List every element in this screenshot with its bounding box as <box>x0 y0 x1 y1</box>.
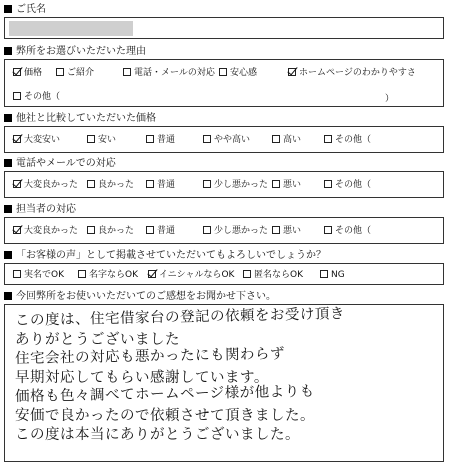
bullet-square-icon <box>4 205 12 213</box>
bullet-square-icon <box>4 114 12 122</box>
checkbox-checked-icon[interactable] <box>148 270 156 278</box>
checkbox-icon[interactable] <box>324 135 332 143</box>
publish-option-ng[interactable]: NG <box>320 269 345 281</box>
price-option-high[interactable]: 高い <box>272 134 301 146</box>
bullet-square-icon <box>4 159 12 167</box>
bullet-square-icon <box>4 5 12 13</box>
bullet-square-icon <box>4 251 12 259</box>
publish-option-anonymous[interactable]: 匿名ならOK <box>243 269 303 281</box>
checkbox-icon[interactable] <box>146 180 154 188</box>
checkbox-checked-icon[interactable] <box>13 135 21 143</box>
phone-options-box <box>4 171 444 198</box>
checkbox-icon[interactable] <box>87 226 95 234</box>
price-option-cheap[interactable]: 安い <box>87 134 116 146</box>
checkbox-icon[interactable] <box>78 270 86 278</box>
comment-line: 住宅会社の対応も悪かったにも関わらず <box>14 346 286 367</box>
staff-option-slightly-bad[interactable]: 少し悪かった <box>203 225 268 237</box>
checkbox-icon[interactable] <box>324 226 332 234</box>
phone-option-very-good[interactable]: 大変良かった <box>13 179 78 191</box>
checkbox-icon[interactable] <box>324 180 332 188</box>
reason-option-other[interactable]: その他（ <box>13 91 60 103</box>
checkbox-icon[interactable] <box>56 68 64 76</box>
checkbox-icon[interactable] <box>203 180 211 188</box>
publish-options-box <box>4 263 444 285</box>
name-field[interactable] <box>4 17 444 39</box>
price-option-somewhat-high[interactable]: やや高い <box>203 134 250 146</box>
staff-option-bad[interactable]: 悪い <box>272 225 301 237</box>
checkbox-icon[interactable] <box>203 226 211 234</box>
price-option-normal[interactable]: 普通 <box>146 134 175 146</box>
checkbox-icon[interactable] <box>13 270 21 278</box>
bullet-square-icon <box>4 47 12 55</box>
comments-heading: 今回弊所をお使いいただいてのご感想をお聞かせ下さい。 <box>4 290 276 303</box>
publish-option-real-name[interactable]: 実名でOK <box>13 269 64 281</box>
staff-option-very-good[interactable]: 大変良かった <box>13 225 78 237</box>
staff-options-box <box>4 217 444 244</box>
checkbox-icon[interactable] <box>87 135 95 143</box>
phone-option-slightly-bad[interactable]: 少し悪かった <box>203 179 268 191</box>
phone-option-other[interactable]: その他（ <box>324 179 371 191</box>
checkbox-icon[interactable] <box>320 270 328 278</box>
reason-options-box <box>4 59 444 107</box>
price-option-very-cheap[interactable]: 大変安い <box>13 134 60 146</box>
comment-line: この度は本当にありがとうございました。 <box>15 427 300 443</box>
checkbox-icon[interactable] <box>146 135 154 143</box>
price-heading: 他社と比較していただいた価格 <box>4 112 156 125</box>
checkbox-icon[interactable] <box>203 135 211 143</box>
name-heading: ご氏名 <box>4 3 46 16</box>
phone-heading: 電話やメールでの対応 <box>4 157 116 170</box>
checkbox-icon[interactable] <box>123 68 131 76</box>
reason-option-homepage[interactable]: ホームページのわかりやすさ <box>288 67 416 79</box>
price-options-box <box>4 126 444 153</box>
publish-heading: 「お客様の声」として掲載させていただいてもよろしいでしょうか？ <box>4 249 326 262</box>
comments-box[interactable] <box>4 304 444 462</box>
reason-option-peace-of-mind[interactable]: 安心感 <box>219 67 257 79</box>
checkbox-icon[interactable] <box>146 226 154 234</box>
checkbox-icon[interactable] <box>13 92 21 100</box>
comment-line: この度は、住宅借家台の登記の依頼をお受け頂き <box>14 306 346 329</box>
reason-option-referral[interactable]: ご紹介 <box>56 67 94 79</box>
phone-option-normal[interactable]: 普通 <box>146 179 175 191</box>
checkbox-checked-icon[interactable] <box>13 68 21 76</box>
checkbox-icon[interactable] <box>272 135 280 143</box>
checkbox-icon[interactable] <box>243 270 251 278</box>
comment-line: 価格も色々調べてホームページ様が他よりも <box>14 383 315 405</box>
comment-line: ありがとうございました <box>15 332 180 348</box>
reason-heading: 弊所をお選びいただいた理由 <box>4 45 146 58</box>
staff-option-other[interactable]: その他（ <box>324 225 371 237</box>
checkbox-icon[interactable] <box>272 226 280 234</box>
checkbox-icon[interactable] <box>272 180 280 188</box>
staff-option-normal[interactable]: 普通 <box>146 225 175 237</box>
checkbox-checked-icon[interactable] <box>288 68 296 76</box>
checkbox-icon[interactable] <box>219 68 227 76</box>
staff-option-good[interactable]: 良かった <box>87 225 134 237</box>
reason-other-close: ） <box>385 94 395 104</box>
phone-option-bad[interactable]: 悪い <box>272 179 301 191</box>
publish-option-surname[interactable]: 名字ならOK <box>78 269 138 281</box>
checkbox-checked-icon[interactable] <box>13 226 21 234</box>
comment-line: 安価で良かったので依頼させて頂きました。 <box>15 408 315 424</box>
price-option-other[interactable]: その他（ <box>324 134 371 146</box>
bullet-square-icon <box>4 292 12 300</box>
checkbox-checked-icon[interactable] <box>13 180 21 188</box>
staff-heading: 担当者の対応 <box>4 203 76 216</box>
redacted-name <box>9 21 133 36</box>
phone-option-good[interactable]: 良かった <box>87 179 134 191</box>
comment-line: 早期対応してもらい感謝しています。 <box>15 370 269 386</box>
reason-option-price[interactable]: 価格 <box>13 67 42 79</box>
checkbox-icon[interactable] <box>87 180 95 188</box>
reason-option-phone-mail[interactable]: 電話・メールの対応 <box>123 67 215 79</box>
publish-option-initials[interactable]: イニシャルならOK <box>148 269 234 281</box>
